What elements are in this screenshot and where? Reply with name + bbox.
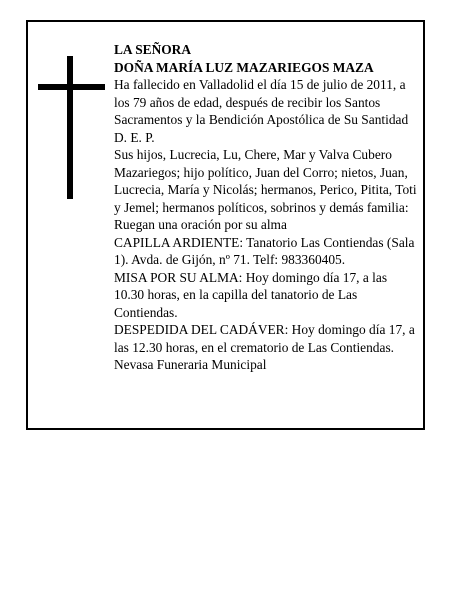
death-announcement: Ha fallecido en Valladolid el día 15 de julio de 2011, a los 79 años de edad, después de recibir los Santos Sacramentos y la Bendición Apostólica de Su Santidad D. E. P.	[114, 77, 409, 145]
family-list: Sus hijos, Lucrecia, Lu, Chere, Mar y Valva Cubero Mazariegos; hijo político, Juan del Corro; nietos, Juan, Lucrecia, María y Nicolás; hermanos, Perico, Pitita, Toti y Jemel; hermanos políticos, sobrinos y demás familia:	[114, 147, 417, 215]
mass-info: MISA POR SU ALMA: Hoy domingo día 17, a las 10.30 horas, en la capilla del tanatorio de Las Contiendas.	[114, 269, 388, 320]
funeral-home: Nevasa Funeraria Municipal	[114, 357, 267, 372]
obituary-notice	[26, 20, 425, 430]
cross-horizontal-bar	[38, 84, 105, 90]
cross-vertical-bar	[67, 56, 73, 199]
notice-title: LA SEÑORA	[114, 42, 192, 57]
prayer-request: Ruegan una oración por su alma	[114, 217, 287, 232]
funeral-chapel-info: CAPILLA ARDIENTE: Tanatorio Las Contiendas (Sala 1). Avda. de Gijón, nº 71. Telf: 983360405.	[114, 234, 415, 267]
notice-text	[114, 41, 419, 374]
deceased-name: DOÑA MARÍA LUZ MAZARIEGOS MAZA	[114, 59, 374, 75]
farewell-info: DESPEDIDA DEL CADÁVER: Hoy domingo día 17, a las 12.30 horas, en el crematorio de Las Contiendas.	[114, 322, 415, 355]
